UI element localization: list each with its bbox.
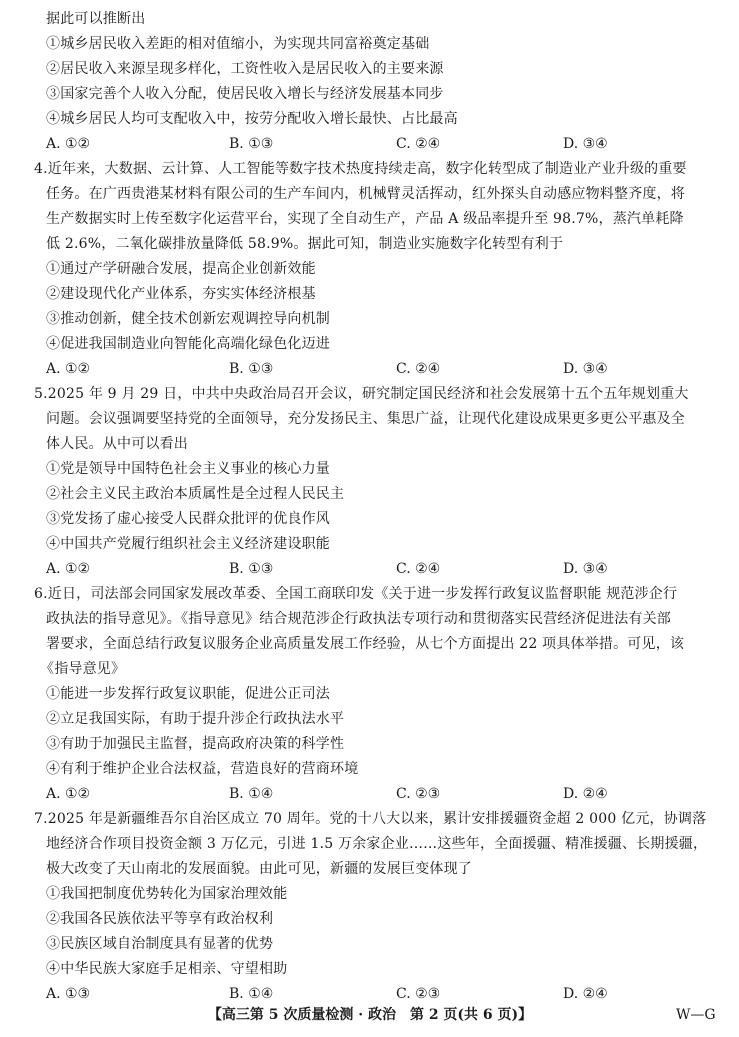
question-stem-line: 署要求，全面总结行政复议服务企业高质量发展工作经验，从七个方面提出 22 项具体举措。可见，该 (46, 636, 685, 652)
option-line: ③国家完善个人收入分配，使居民收入增长与经济发展基本同步 (46, 86, 444, 102)
option-line: ①党是领导中国特色社会主义事业的核心力量 (46, 461, 330, 477)
answer-choices (0, 135, 739, 153)
choice-a: A. ①③ (46, 986, 91, 1002)
option-line: ③推动创新，健全技术创新宏观调控导向机制 (46, 311, 330, 327)
footer-exam-info: 【高三第 5 次质量检测 · 政治 第 2 页(共 6 页)】 (207, 1007, 533, 1023)
answer-choices (0, 985, 739, 1003)
question-stem-line: 问题。会议强调要坚持党的全面领导，充分发扬民主、集思广益，让现代化建设成果更多更公平惠及全 (46, 411, 685, 427)
choice-c: C. ②③ (396, 986, 441, 1002)
option-line: ④中国共产党履行组织社会主义经济建设职能 (46, 536, 330, 552)
option-line: ③有助于加强民主监督，提高政府决策的科学性 (46, 736, 345, 752)
choice-b: B. ①③ (229, 136, 274, 152)
choice-b: B. ①④ (229, 786, 274, 802)
choice-b: B. ①③ (229, 361, 274, 377)
question-stem-line: 6.近日，司法部会同国家发展改革委、全国工商联印发《关于进一步发挥行政复议监督职能 规范涉企行 (34, 586, 678, 602)
option-line: ①城乡居民收入差距的相对值缩小，为实现共同富裕奠定基础 (46, 36, 430, 52)
question-stem-line: 体人民。从中可以看出 (46, 436, 188, 452)
question-stem-line: 政执法的指导意见》。《指导意见》结合规范涉企行政执法专项行动和贯彻落实民营经济促进法有关部 (46, 611, 671, 627)
option-line: ②建设现代化产业体系，夯实实体经济根基 (46, 286, 316, 302)
question-stem-line: 极大改变了天山南北的发展面貌。由此可见，新疆的发展巨变体现了 (46, 861, 472, 877)
choice-d: D. ②④ (563, 786, 608, 802)
choice-d: D. ②④ (563, 986, 608, 1002)
question-stem-line: 7.2025 年是新疆维吾尔自治区成立 70 周年。党的十八大以来，累计安排援疆资金超 2 000 亿元，协调落 (34, 811, 707, 827)
option-line: ④中华民族大家庭手足相亲、守望相助 (46, 961, 288, 977)
option-line: ②居民收入来源呈现多样化，工资性收入是居民收入的主要来源 (46, 61, 444, 77)
option-line: ③党发扬了虚心接受人民群众批评的优良作风 (46, 511, 330, 527)
choice-c: C. ②③ (396, 786, 441, 802)
choice-c: C. ②④ (396, 561, 441, 577)
choice-a: A. ①② (46, 561, 91, 577)
choice-a: A. ①② (46, 136, 91, 152)
choice-d: D. ③④ (563, 561, 608, 577)
question-stem-line: 5.2025 年 9 月 29 日，中共中央政治局召开会议，研究制定国民经济和社会发展第十五个五年规划重大 (34, 386, 689, 402)
choice-c: C. ②④ (396, 361, 441, 377)
question-stem-line: 低 2.6%，二氧化碳排放量降低 58.9%。据此可知，制造业实施数字化转型有利于 (46, 236, 564, 252)
option-line: ③民族区域自治制度具有显著的优势 (46, 936, 274, 952)
option-line: ②我国各民族依法平等享有政治权利 (46, 911, 274, 927)
option-line: ②立足我国实际，有助于提升涉企行政执法水平 (46, 711, 345, 727)
choice-b: B. ①③ (229, 561, 274, 577)
option-line: ④促进我国制造业向智能化高端化绿色化迈进 (46, 336, 330, 352)
choice-d: D. ③④ (563, 361, 608, 377)
option-line: ①我国把制度优势转化为国家治理效能 (46, 886, 288, 902)
question-stem-line: 任务。在广西贵港某材料有限公司的生产车间内，机械臂灵活挥动，红外探头自动感应物料整齐度，将 (46, 186, 685, 202)
option-line: ④城乡居民人均可支配收入中，按劳分配收入增长最快、占比最高 (46, 111, 458, 127)
answer-choices (0, 785, 739, 803)
choice-c: C. ②④ (396, 136, 441, 152)
footer-code: W—G (676, 1007, 716, 1023)
question-stem-line: 《指导意见》 (40, 661, 126, 677)
page-footer (0, 1005, 739, 1025)
question-stem-line: 4.近年来，大数据、云计算、人工智能等数字技术热度持续走高，数字化转型成了制造业产业升级的重要 (34, 161, 687, 177)
choice-a: A. ①② (46, 361, 91, 377)
option-line: ①通过产学研融合发展，提高企业创新效能 (46, 261, 316, 277)
choice-b: B. ①④ (229, 986, 274, 1002)
question-stem-line: 生产数据实时上传至数字化运营平台，实现了全自动生产，产品 A 级品率提升至 98.7%，蒸汽单耗降 (46, 211, 684, 227)
question-stem-line: 地经济合作项目投资金额 3 万亿元，引进 1.5 万余家企业……这些年，全面援疆、精准援疆、长期援疆， (46, 836, 708, 852)
choice-a: A. ①② (46, 786, 91, 802)
question-stem: 据此可以推断出 (46, 11, 146, 27)
option-line: ①能进一步发挥行政复议职能，促进公正司法 (46, 686, 330, 702)
answer-choices (0, 360, 739, 378)
option-line: ②社会主义民主政治本质属性是全过程人民民主 (46, 486, 345, 502)
choice-d: D. ③④ (563, 136, 608, 152)
answer-choices (0, 560, 739, 578)
option-line: ④有利于维护企业合法权益，营造良好的营商环境 (46, 761, 359, 777)
